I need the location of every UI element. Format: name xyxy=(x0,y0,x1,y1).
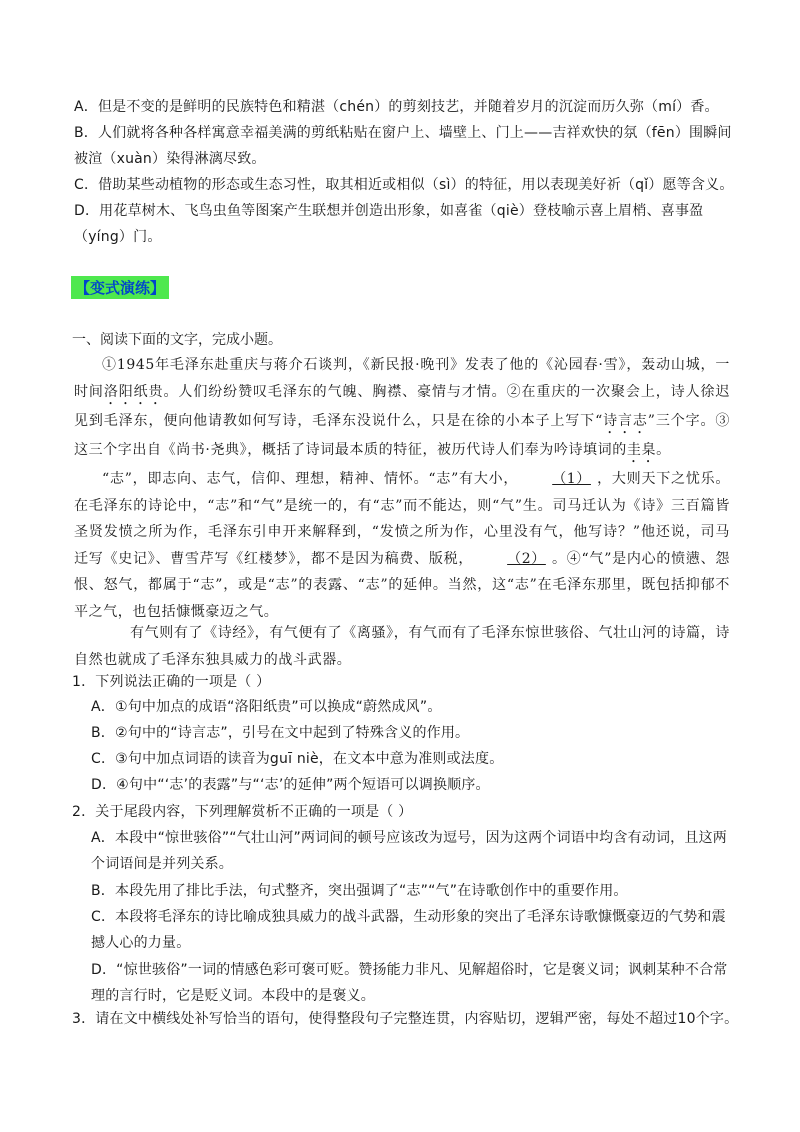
question-1-choice-c: C．③句中加点词语的读音为guī niè，在文本中意为准则或法度。 xyxy=(91,751,504,767)
dotted-idiom: 洛阳纸贵 xyxy=(103,383,164,400)
option-d: D．用花草树木、飞鸟虫鱼等图案产生联想并创造出形象，如喜雀（qiè）登枝喻示喜上眉梢、喜事盈（yíng）门。 xyxy=(74,203,704,245)
question-1-stem: 1．下列说法正确的一项是（ ） xyxy=(72,674,271,690)
passage-paragraph-1: ①1945年毛泽东赴重庆与蒋介石谈判，《新民报·晚刊》发表了他的《沁园春·雪》，轰动山城，一时间洛阳纸贵。人们纷纷赞叹毛泽东的气魄、胸襟、豪情与才情。②在重庆的一次聚会上，诗人徐迟见到毛泽东，便向他请教如何写诗，毛泽东没说什么，只是在徐的小本子上写下“诗言志”三个字。③这三个字出自《尚书·尧典》，概括了诗词最本质的特征，被历代诗人们奉为吟诗填词的圭臬。 xyxy=(74,357,730,458)
option-c: C．借助某些动植物的形态或生态习性，取其相近或相似（sì）的特征，用以表现美好祈（qǐ）愿等含义。 xyxy=(74,177,734,193)
option-a: A．但是不变的是鲜明的民族特色和精湛（chén）的剪刻技艺，并随着岁月的沉淀而历久弥（mí）香。 xyxy=(74,99,719,115)
reading-intro: 一、阅读下面的文字，完成小题。 xyxy=(72,332,282,348)
question-2-choice-c: C．本段将毛泽东的诗比喻成独具威力的战斗武器，生动形象的突出了毛泽东诗歌慷慨豪迈的气势和震撼人心的力量。 xyxy=(91,909,726,951)
passage-paragraph-2: “志”，即志向、志气，信仰、理想，精神、情怀。“志”有大小， （1） ，大则天下之忧乐。在毛泽东的诗论中，“志”和“气”是统一的，有“志”而不能达，则“气”生。司马迁认为《诗》三百篇皆圣贤发愤之所为作，毛泽东引申开来解释到，“发愤之所为作，心里没有气，他写诗？”他还说，司马迁写《史记》、曹雪芹写《红楼梦》，都不是因为稿费、版税， （2） 。④“气”是内心的愤懑、怨恨、怒气，都属于“志”，或是“志”的表露、“志”的延伸。当然，这“志”在毛泽东那里，既包括抑郁不平之气，也包括慷慨豪迈之气。 xyxy=(74,466,730,625)
question-1-choice-b: B．②句中的“诗言志”，引号在文中起到了特殊含义的作用。 xyxy=(91,725,470,741)
question-2-choice-a: A．本段中“惊世骇俗”“气壮山河”两词间的顿号应该改为逗号，因为这两个词语中均含有动词，且这两个词语间是并列关系。 xyxy=(91,830,727,872)
option-b: B．人们就将各种各样寓意幸福美满的剪纸粘贴在窗户上、墙壁上、门上——吉祥欢快的氛（fēn）围瞬间被渲（xuàn）染得淋漓尽致。 xyxy=(74,125,732,167)
question-2-choice-b: B．本段先用了排比手法，句式整齐，突出强调了“志”“气”在诗歌创作中的重要作用。 xyxy=(91,883,628,899)
question-3-stem: 3．请在文中横线处补写恰当的语句，使得整段句子完整连贯，内容贴切，逻辑严密，每处不超过10个字。 xyxy=(72,1011,739,1027)
dotted-phrase: 诗言志 xyxy=(602,412,648,429)
question-1-choice-d: D．④句中“‘志’的表露”与“‘志’的延伸”两个短语可以调换顺序。 xyxy=(91,777,490,793)
fill-blank-2: （2） xyxy=(507,550,546,567)
question-2-stem: 2．关于尾段内容，下列理解赏析不正确的一项是（ ） xyxy=(72,804,413,820)
question-1-choice-a: A．①句中加点的成语“洛阳纸贵”可以换成“蔚然成风”。 xyxy=(91,699,442,715)
dotted-word: 圭臬 xyxy=(626,441,657,458)
fill-blank-1: （1） xyxy=(552,471,591,487)
passage-paragraph-3: 有气则有了《诗经》，有气便有了《离骚》，有气而有了毛泽东惊世骇俗、气壮山河的诗篇，诗自然也就成了毛泽东独具威力的战斗武器。 xyxy=(74,625,730,668)
section-heading: 【变式演练】 xyxy=(71,276,169,299)
question-2-choice-d: D．“惊世骇俗”一词的情感色彩可褒可贬。赞扬能力非凡、见解超俗时，它是褒义词；讽刺某种不合常理的言行时，它是贬义词。本段中的是褒义。 xyxy=(91,962,728,1004)
